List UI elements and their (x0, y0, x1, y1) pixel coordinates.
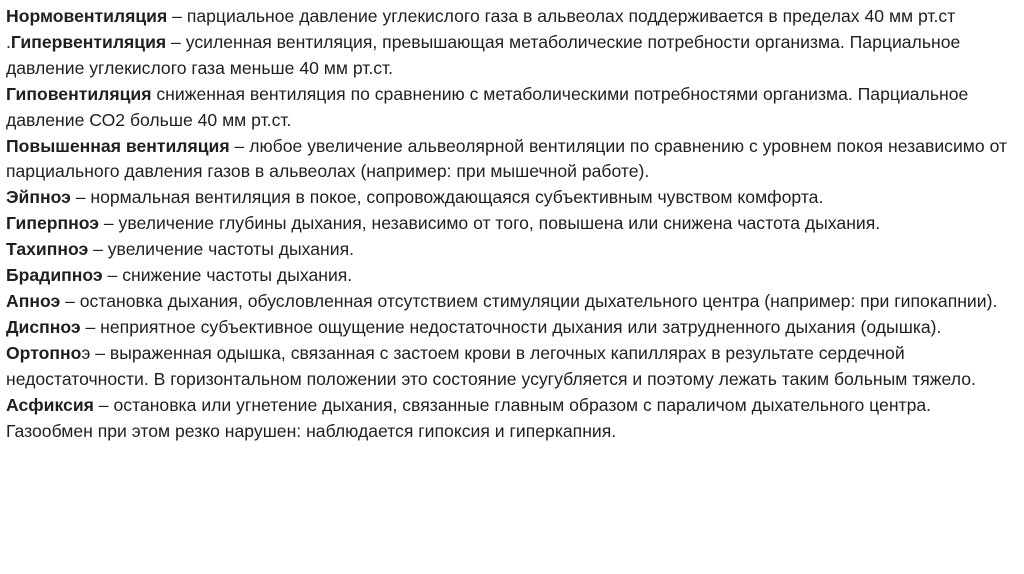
entry-increased-ventilation (6, 134, 1014, 186)
definition-hyperventilation: – усиленная вентиляция, превышающая метаболические потребности организма. Парциальное давление углекислого газа меньше 40 мм рт.ст. (6, 31, 961, 78)
entry-dyspnea (6, 315, 1014, 341)
slide-text-body (6, 4, 1014, 444)
definition-dyspnea: – неприятное субъективное ощущение недостаточности дыхания или затрудненного дыхания (одышка). (80, 316, 942, 337)
term-normoventilation: Нормовентиляция (6, 6, 168, 26)
entry-orthopnea (6, 341, 1014, 393)
term-asphyxia: Асфиксия (6, 394, 94, 415)
entry-hyperventilation (6, 30, 1014, 82)
term-bradypnea: Брадипноэ (6, 265, 103, 286)
definition-orthopnea: э – выраженная одышка, связанная с застоем крови в легочных капиллярах в результате сердечной недостаточности. В горизонтальном положении это состояние усугубляется и поэтому лежать таким больным тяжело. (6, 342, 976, 389)
entry-asphyxia (6, 393, 1014, 445)
prefix-dot: . (6, 31, 11, 52)
term-hyperventilation: Гипервентиляция (10, 31, 167, 52)
term-eupnea: Эйпноэ (6, 187, 71, 208)
definition-apnea: – остановка дыхания, обусловленная отсутствием стимуляции дыхательного центра (например: при гипокапнии). (60, 290, 998, 311)
term-hyperpnea: Гиперпноэ (6, 213, 99, 234)
definition-eupnea: – нормальная вентиляция в покое, сопровождающаяся субъективным чувством комфорта. (70, 187, 824, 208)
term-hypoventilation: Гиповентиляция (6, 83, 152, 104)
definition-bradypnea: – снижение частоты дыхания. (102, 265, 353, 286)
term-orthopnea: Ортопно (6, 342, 82, 363)
entry-hypoventilation (6, 82, 1014, 134)
entry-eupnea (6, 185, 1014, 211)
entry-apnea (6, 289, 1014, 315)
entry-bradypnea (6, 263, 1014, 289)
entry-normoventilation (6, 4, 1014, 30)
definition-tachypnea: – увеличение частоты дыхания. (88, 239, 355, 260)
term-dyspnea: Диспноэ (6, 316, 81, 337)
definition-increased-ventilation: – любое увеличение альвеолярной вентиляции по сравнению с уровнем покоя независимо от парциального давления газов в альвеолах (например: при мышечной работе). (6, 135, 1008, 182)
term-increased-ventilation: Повышенная вентиляция (6, 135, 230, 156)
term-apnea: Апноэ (6, 290, 61, 311)
definition-hyperpnea: – увеличение глубины дыхания, независимо от того, повышена или снижена частота дыхания. (99, 213, 881, 234)
term-tachypnea-first-letter: Т (6, 239, 17, 260)
term-tachypnea-rest: ахипноэ (16, 239, 89, 260)
definition-normoventilation: – парциальное давление углекислого газа в альвеолах поддерживается в пределах 40 мм рт.ст (167, 6, 956, 26)
definition-hypoventilation: сниженная вентиляция по сравнению с метаболическими потребностями организма. Парциальное давление СО2 больше 40 мм рт.ст. (6, 83, 969, 130)
definition-asphyxia: – остановка или угнетение дыхания, связанные главным образом с параличом дыхательного центра. Газообмен при этом резко нарушен: наблюдается гипоксия и гиперкапния. (6, 394, 932, 441)
entry-tachypnea (6, 237, 1014, 263)
entry-hyperpnea (6, 211, 1014, 237)
